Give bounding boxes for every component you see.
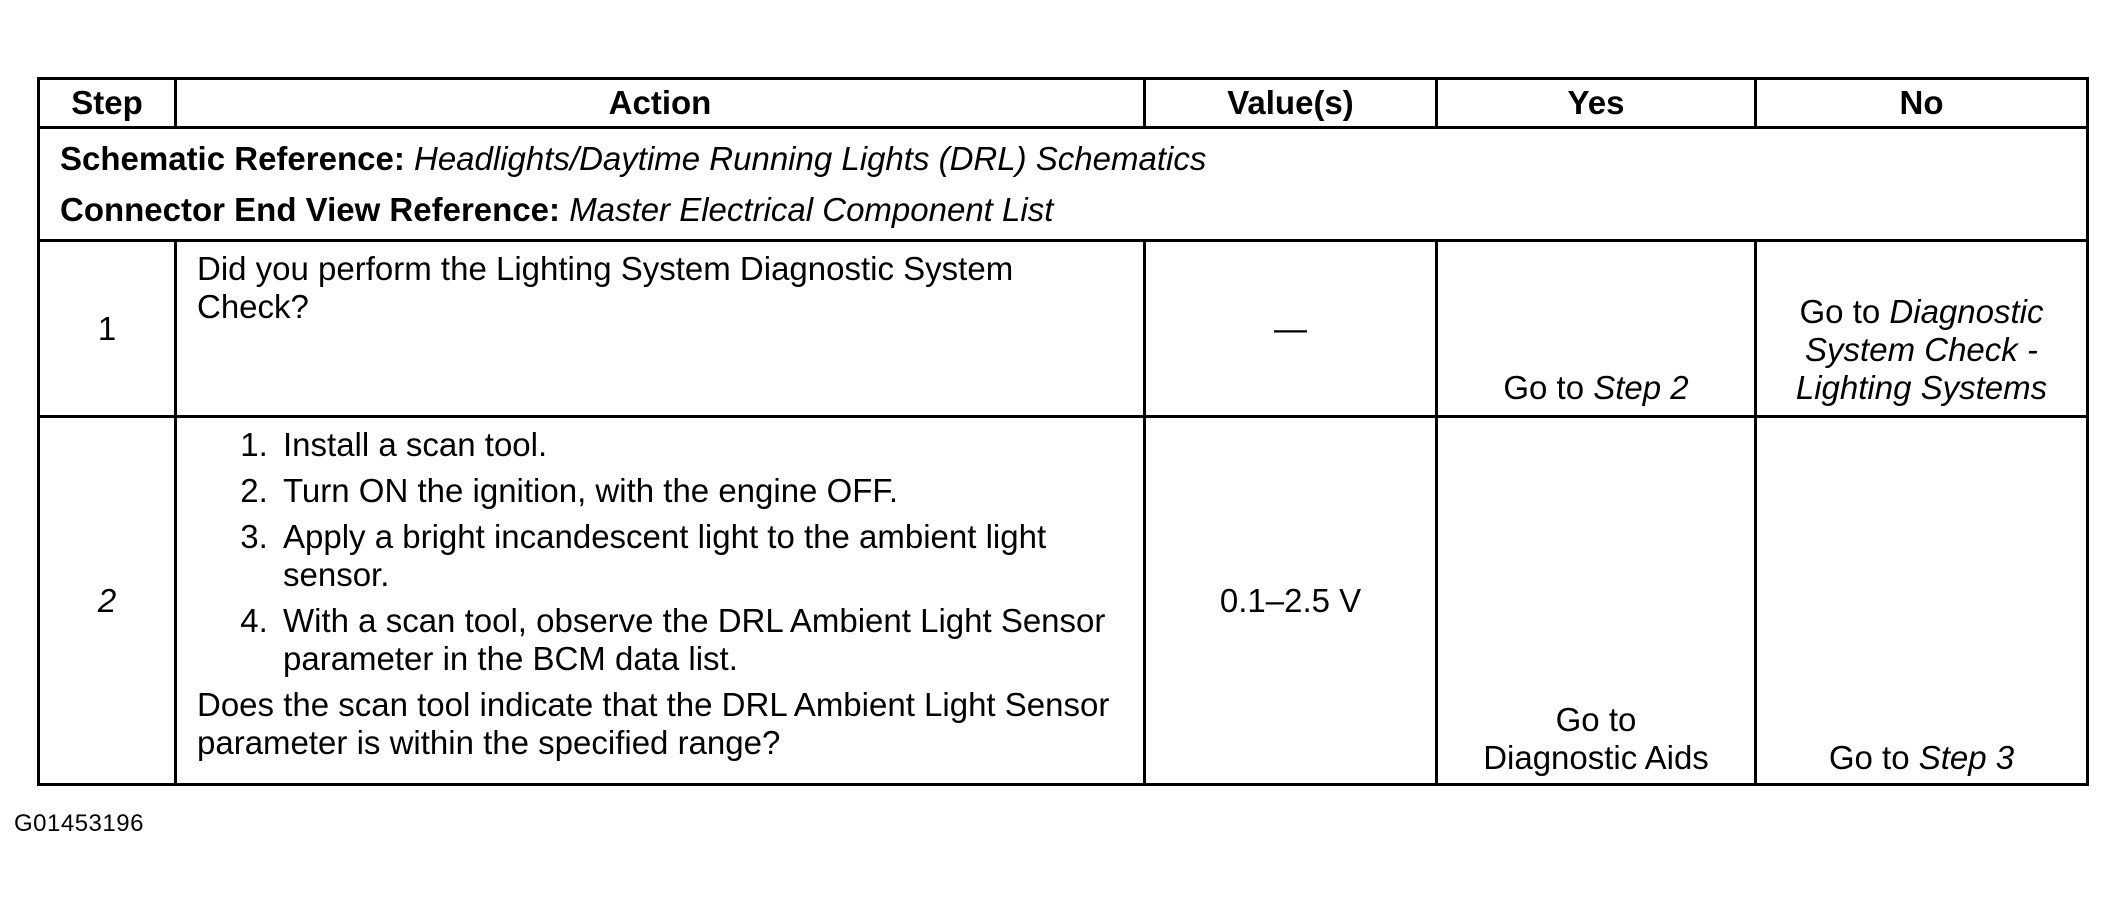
no-prefix: Go to <box>1828 739 1919 776</box>
value-cell: — <box>1145 241 1437 417</box>
schematic-reference-label: Schematic Reference: <box>60 140 405 177</box>
yes-step-link[interactable]: Step 2 <box>1593 369 1689 406</box>
no-prefix: Go to <box>1799 293 1890 330</box>
action-cell <box>176 417 1145 785</box>
no-cell <box>1756 417 2088 785</box>
list-item: 3. Apply a bright incandescent light to the ambient light sensor. <box>277 518 1123 594</box>
header-values: Value(s) <box>1145 79 1437 128</box>
header-action: Action <box>176 79 1145 128</box>
yes-prefix: Go to <box>1503 369 1594 406</box>
schematic-reference <box>60 133 2066 184</box>
header-row <box>39 79 2088 128</box>
header-step: Step <box>39 79 176 128</box>
connector-reference-link[interactable]: Master Electrical Component List <box>569 191 1054 228</box>
no-step-link[interactable]: Step 3 <box>1918 739 2015 776</box>
yes-cell <box>1437 241 1756 417</box>
figure-id: G01453196 <box>14 810 144 837</box>
step-number: 1 <box>39 241 176 417</box>
action-steps-list <box>197 426 1123 678</box>
no-cell <box>1756 241 2088 417</box>
list-item: 4. With a scan tool, observe the DRL Ambient Light Sensor parameter in the BCM data list. <box>277 602 1123 678</box>
diagnostic-table <box>37 77 2089 786</box>
action-question: Does the scan tool indicate that the DRL Ambient Light Sensor parameter is within the specified range? <box>197 686 1110 761</box>
list-item: 2. Turn ON the ignition, with the engine OFF. <box>277 472 1123 510</box>
action-cell: Did you perform the Lighting System Diagnostic System Check? <box>176 241 1145 417</box>
no-diagnostic-link[interactable]: Diagnostic System Check - Lighting Systems <box>1795 293 2048 406</box>
reference-row <box>39 128 2088 241</box>
reference-cell <box>39 128 2088 241</box>
header-no: No <box>1756 79 2088 128</box>
table-row <box>39 417 2088 785</box>
step-number: 2 <box>39 417 176 785</box>
connector-reference <box>60 184 2066 235</box>
header-yes: Yes <box>1437 79 1756 128</box>
table-row <box>39 241 2088 417</box>
connector-reference-label: Connector End View Reference: <box>60 191 561 228</box>
value-cell: 0.1–2.5 V <box>1145 417 1437 785</box>
yes-cell <box>1437 417 1756 785</box>
list-item: 1. Install a scan tool. <box>277 426 1123 464</box>
schematic-reference-link[interactable]: Headlights/Daytime Running Lights (DRL) Schematics <box>414 140 1207 177</box>
yes-diagnostic-aids-link[interactable]: Go to Diagnostic Aids <box>1483 701 1709 776</box>
